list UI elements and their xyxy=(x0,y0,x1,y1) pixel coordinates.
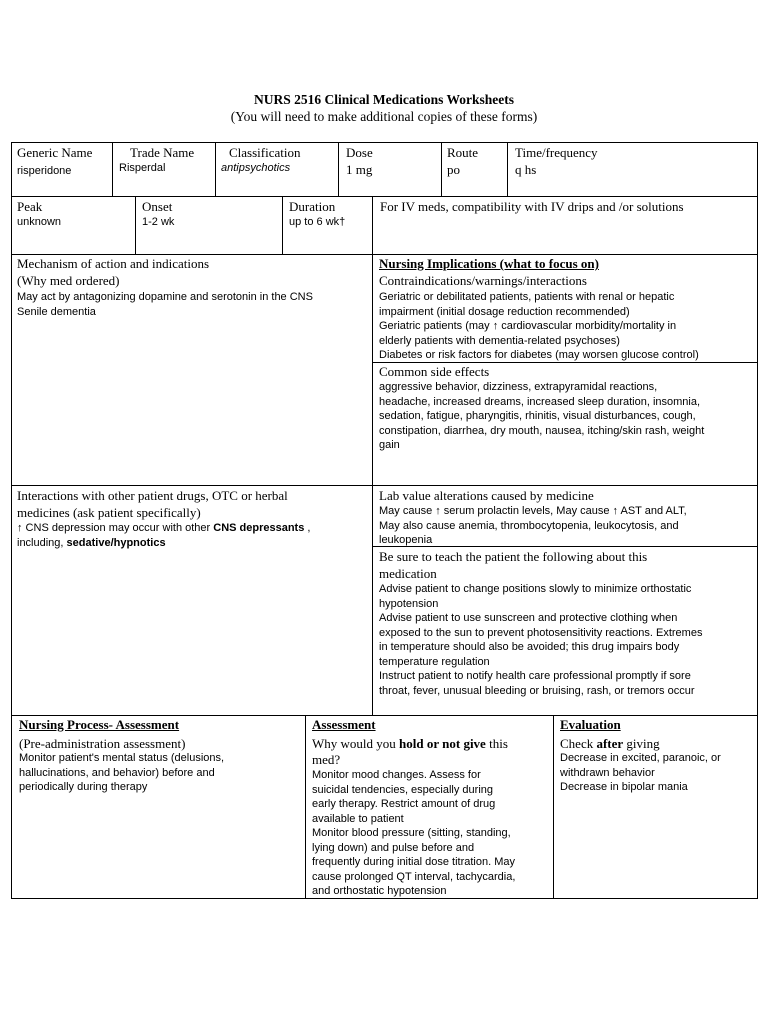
route-label: Route xyxy=(447,145,479,160)
interactions-label: Interactions with other patient drugs, OTC or herbal xyxy=(17,488,288,503)
side-effect-line: constipation, diarrhea, dry mouth, nausea, itching/skin rash, weight xyxy=(379,424,705,437)
generic-name-label: Generic Name xyxy=(17,145,93,160)
teaching-line: in temperature should also be avoided; this drug impairs body xyxy=(379,641,680,653)
check-after-bold: after xyxy=(596,736,624,751)
peak-value: unknown xyxy=(17,216,62,228)
iv-compatibility-label: For IV meds, compatibility with IV drips and /or solutions xyxy=(380,199,684,214)
side-effects-label: Common side effects xyxy=(379,364,490,379)
assessment-line: lying down) and pulse before and xyxy=(312,841,475,854)
classification-label: Classification xyxy=(229,145,301,160)
interactions-sublabel: medicines (ask patient specifically) xyxy=(17,505,201,520)
side-effect-line: aggressive behavior, dizziness, extrapyramidal reactions, xyxy=(379,381,658,393)
mechanism-text xyxy=(17,290,367,319)
hold-question xyxy=(312,736,508,752)
teaching-line: exposed to the sun to prevent photosensitivity reactions. Extremes xyxy=(379,626,703,639)
lab-value-line: May also cause anemia, thrombocytopenia, leukocytosis, and xyxy=(379,519,679,532)
pre-administration-line: hallucinations, and behavior) before and xyxy=(19,766,215,779)
onset-value: 1-2 wk xyxy=(142,216,175,228)
lab-values-text xyxy=(379,504,754,548)
teaching-sublabel: medication xyxy=(379,566,437,581)
mechanism-label: Mechanism of action and indications xyxy=(17,256,210,271)
side-effects-text xyxy=(379,380,754,453)
assessment-line: Monitor mood changes. Assess for xyxy=(312,769,481,781)
assessment-line: frequently during initial dose titration. May xyxy=(312,856,515,868)
interactions-bold-part: sedative/hypnotics xyxy=(66,536,166,549)
teaching-line: throat, fever, unusual bleeding or bruising, rash, or tremors occur xyxy=(379,684,695,697)
classification-value: antipsychotics xyxy=(221,162,291,174)
assessment-heading: Assessment xyxy=(312,717,376,732)
time-frequency-value: q hs xyxy=(515,162,537,177)
onset-label: Onset xyxy=(142,199,173,214)
teaching-line: Advise patient to change positions slowly to minimize orthostatic xyxy=(379,583,692,595)
evaluation-text xyxy=(560,751,755,795)
contraindication-line: impairment (initial dosage reduction recommended) xyxy=(379,305,630,318)
dose-label: Dose xyxy=(346,145,373,160)
side-effect-line: sedation, fatigue, pharyngitis, rhinitis, visual disturbances, cough, xyxy=(379,410,696,422)
contraindications-label: Contraindications/warnings/interactions xyxy=(379,273,587,288)
assessment-line: suicidal tendencies, especially during xyxy=(312,783,493,796)
evaluation-line: withdrawn behavior xyxy=(560,766,655,779)
duration-label: Duration xyxy=(289,199,336,214)
assessment-line: Monitor blood pressure (sitting, standing, xyxy=(312,827,511,839)
teaching-line: temperature regulation xyxy=(379,655,490,668)
assessment-line: early therapy. Restrict amount of drug xyxy=(312,798,496,810)
interactions-text xyxy=(17,521,367,550)
trade-name-value: Risperdal xyxy=(119,162,166,174)
side-effect-line: gain xyxy=(379,439,400,451)
dose-value: 1 mg xyxy=(346,162,373,177)
check-after-label xyxy=(560,736,660,752)
contraindication-line: Geriatric patients (may ↑ cardiovascular morbidity/mortality in xyxy=(379,320,677,332)
mechanism-line: Senile dementia xyxy=(17,305,96,318)
hold-question-bold: hold or not give xyxy=(399,736,486,751)
generic-name-value: risperidone xyxy=(17,165,72,177)
interactions-bold-part: CNS depressants xyxy=(213,522,305,534)
check-after-part: giving xyxy=(623,736,660,751)
contraindication-line: Geriatric or debilitated patients, patients with renal or hepatic xyxy=(379,291,675,303)
hold-question-part: Why would you xyxy=(312,736,400,751)
assessment-text xyxy=(312,768,550,899)
time-frequency-label: Time/frequency xyxy=(515,145,598,160)
lab-value-line: May cause ↑ serum prolactin levels, May cause ↑ AST and ALT, xyxy=(379,505,687,517)
pre-administration-line: periodically during therapy xyxy=(19,781,148,793)
trade-name-label: Trade Name xyxy=(130,145,195,160)
mechanism-sublabel: (Why med ordered) xyxy=(17,273,120,288)
assessment-line: cause prolonged QT interval, tachycardia, xyxy=(312,870,516,883)
pre-administration-text xyxy=(19,751,301,795)
route-value: po xyxy=(447,162,460,177)
mechanism-line: May act by antagonizing dopamine and serotonin in the CNS xyxy=(17,291,313,303)
contraindication-line: elderly patients with dementia-related psychoses) xyxy=(379,334,620,347)
side-effect-line: headache, increased dreams, increased sleep duration, insomnia, xyxy=(379,395,701,408)
check-after-part: Check xyxy=(560,736,597,751)
lab-value-line: leukopenia xyxy=(379,534,433,546)
evaluation-heading: Evaluation xyxy=(560,717,621,732)
pre-administration-line: Monitor patient's mental status (delusions, xyxy=(19,752,225,764)
teaching-label: Be sure to teach the patient the following about this xyxy=(379,549,648,564)
pre-administration-label: (Pre-administration assessment) xyxy=(19,736,186,751)
duration-value: up to 6 wk† xyxy=(289,216,346,228)
interactions-text-part: including, xyxy=(17,536,67,549)
lab-values-label: Lab value alterations caused by medicine xyxy=(379,488,594,503)
assessment-line: and orthostatic hypotension xyxy=(312,885,447,897)
interactions-text-part: , xyxy=(304,522,311,534)
hold-question-line2: med? xyxy=(312,752,341,767)
page-subtitle: (You will need to make additional copies of these forms) xyxy=(230,109,538,124)
teaching-text xyxy=(379,582,754,698)
teaching-line: Advise patient to use sunscreen and protective clothing when xyxy=(379,612,678,624)
process-assessment-heading: Nursing Process- Assessment xyxy=(19,717,180,732)
contraindication-line: Diabetes or risk factors for diabetes (may worsen glucose control) xyxy=(379,349,699,361)
page-title: NURS 2516 Clinical Medications Worksheets xyxy=(253,92,514,107)
interactions-text-part: ↑ CNS depression may occur with other xyxy=(17,522,214,534)
contraindications-text xyxy=(379,290,754,363)
teaching-line: Instruct patient to notify health care professional promptly if sore xyxy=(379,670,691,682)
evaluation-line: Decrease in excited, paranoic, or xyxy=(560,752,721,764)
evaluation-line: Decrease in bipolar mania xyxy=(560,781,688,793)
assessment-line: available to patient xyxy=(312,812,404,825)
teaching-line: hypotension xyxy=(379,597,439,610)
peak-label: Peak xyxy=(17,199,43,214)
hold-question-part: this xyxy=(485,736,508,751)
nursing-implications-heading: Nursing Implications (what to focus on) xyxy=(379,256,599,271)
